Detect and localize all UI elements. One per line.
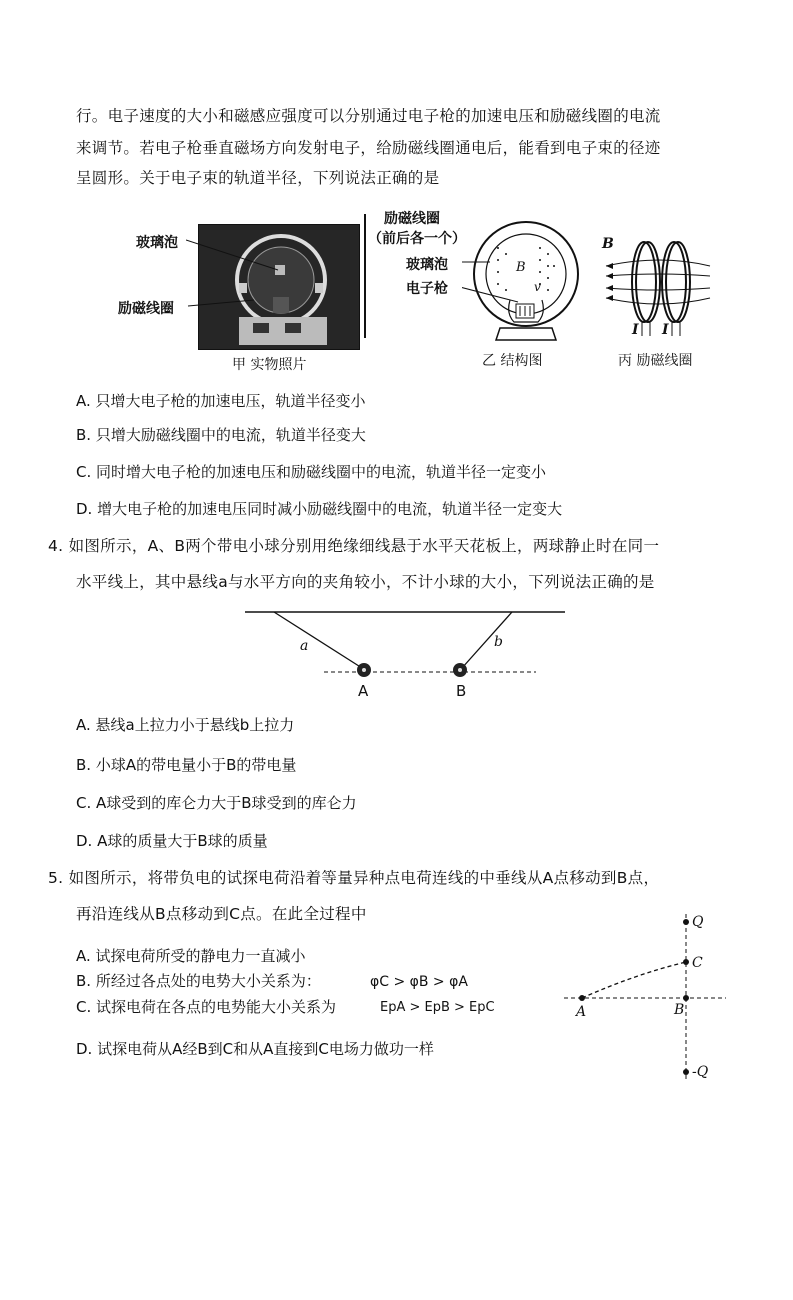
- struct-B-label: B: [516, 260, 526, 275]
- struct-label-glass: 玻璃泡: [406, 257, 448, 273]
- photo-label-coil: 励磁线圈: [118, 301, 174, 317]
- structure-diagram: [462, 218, 592, 344]
- q5-option-c-expression: EpA > EpB > EpC: [380, 1000, 495, 1015]
- q4-line-1: 4. 如图所示，A、B两个带电小球分别用绝缘细线悬于水平天花板上，两球静止时在同一: [48, 537, 660, 555]
- q5-label-C: C: [692, 955, 703, 971]
- q3-option-b[interactable]: B. 只增大励磁线圈中的电流，轨道半径变大: [76, 426, 366, 444]
- q5-label-B: B: [674, 1002, 685, 1018]
- q5-option-b[interactable]: B. 所经过各点处的电势大小关系为：: [76, 972, 321, 990]
- caption-bing: 丙 励磁线圈: [618, 353, 693, 369]
- q3-option-c[interactable]: C. 同时增大电子枪的加速电压和励磁线圈中的电流，轨道半径一定变小: [76, 463, 547, 481]
- q4-figure: [240, 606, 570, 702]
- q4-option-a[interactable]: A. 悬线a上拉力小于悬线b上拉力: [76, 716, 295, 734]
- q5-label-A: A: [576, 1004, 587, 1020]
- caption-jia: 甲 实物照片: [232, 357, 307, 373]
- q4-label-b: b: [494, 634, 503, 650]
- q3-line-1: 行。电子速度的大小和磁感应强度可以分别通过电子枪的加速电压和励磁线圈的电流: [76, 107, 661, 125]
- caption-yi: 乙 结构图: [482, 353, 543, 369]
- q4-option-d[interactable]: D. A球的质量大于B球的质量: [76, 832, 268, 850]
- q4-line-2: 水平线上，其中悬线a与水平方向的夹角较小，不计小球的大小，下列说法正确的是: [76, 573, 655, 591]
- coil-diagram: [600, 236, 712, 344]
- struct-label-coil: 励磁线圈: [384, 211, 440, 227]
- q4-label-A: A: [358, 682, 369, 700]
- q4-label-B: B: [456, 682, 467, 700]
- q5-option-c[interactable]: C. 试探电荷在各点的电势能大小关系为: [76, 998, 337, 1016]
- figure-divider: [364, 214, 366, 338]
- q4-option-b[interactable]: B. 小球A的带电量小于B的带电量: [76, 756, 297, 774]
- coil-I-label-2: I: [662, 322, 669, 338]
- q4-label-a: a: [300, 638, 309, 654]
- q5-figure: [556, 910, 736, 1088]
- q5-line-1: 5. 如图所示，将带负电的试探电荷沿着等量异种点电荷连线的中垂线从A点移动到B点，: [48, 869, 660, 887]
- q5-option-d[interactable]: D. 试探电荷从A经B到C和从A直接到C电场力做功一样: [76, 1040, 434, 1058]
- q5-line-2: 再沿连线从B点移动到C点。在此全过程中: [76, 905, 367, 923]
- q3-option-d[interactable]: D. 增大电子枪的加速电压同时减小励磁线圈中的电流，轨道半径一定变大: [76, 500, 563, 518]
- q5-option-b-expression: φC > φB > φA: [370, 974, 468, 990]
- q3-line-2: 来调节。若电子枪垂直磁场方向发射电子，给励磁线圈通电后，能看到电子束的径迹: [76, 139, 661, 157]
- q5-label-Q: Q: [692, 914, 704, 930]
- struct-v-label: v: [534, 280, 541, 294]
- coil-B-label: B: [602, 236, 614, 252]
- struct-label-gun: 电子枪: [406, 281, 448, 297]
- q5-option-a[interactable]: A. 试探电荷所受的静电力一直减小: [76, 947, 306, 965]
- photo-label-glass: 玻璃泡: [136, 235, 178, 251]
- struct-label-coil-note: （前后各一个）: [368, 231, 466, 247]
- q3-option-a[interactable]: A. 只增大电子枪的加速电压，轨道半径变小: [76, 392, 366, 410]
- photo-leader-lines: [186, 236, 286, 316]
- q5-label-negQ: -Q: [692, 1064, 709, 1080]
- q3-line-3: 呈圆形。关于电子束的轨道半径，下列说法正确的是: [76, 169, 440, 187]
- coil-I-label-1: I: [632, 322, 639, 338]
- q4-option-c[interactable]: C. A球受到的库仑力大于B球受到的库仑力: [76, 794, 357, 812]
